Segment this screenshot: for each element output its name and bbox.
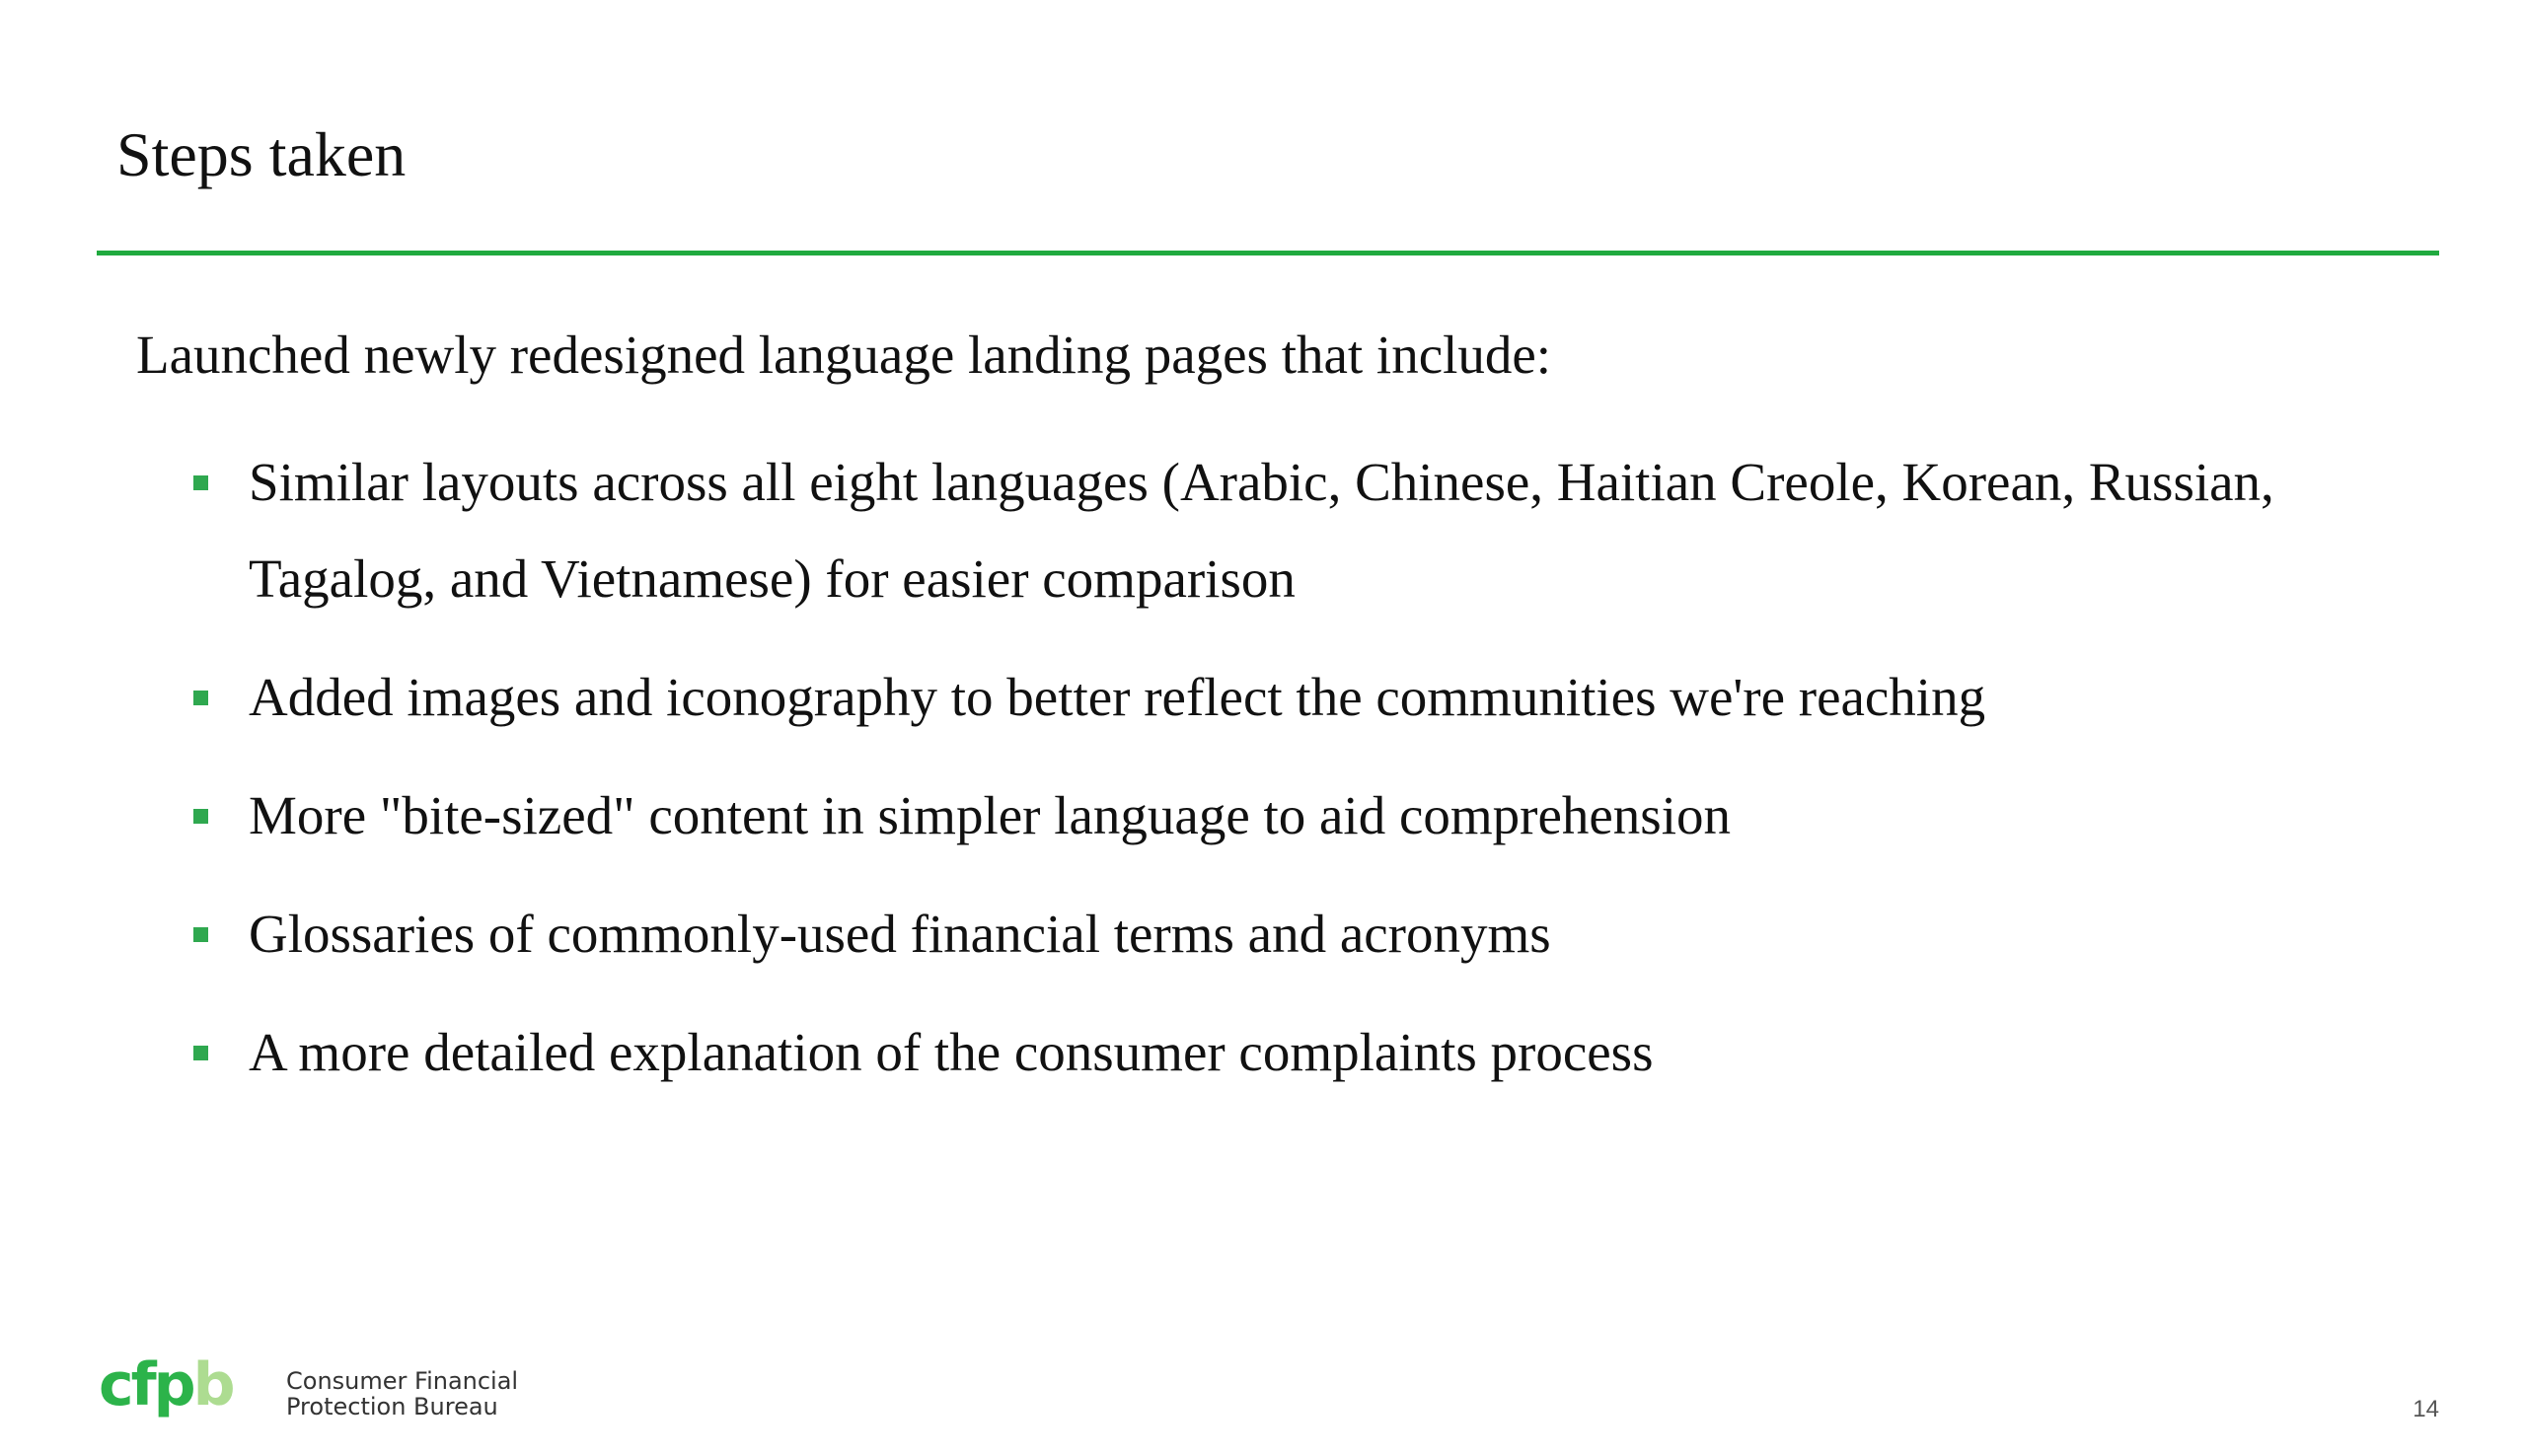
- bullet-item: [187, 767, 2309, 864]
- bullet-text: A more detailed explanation of the consumer complaints process: [249, 1022, 1654, 1082]
- bullet-list: [187, 434, 2309, 1123]
- square-bullet-icon: [193, 809, 208, 824]
- bullet-text: More "bite-sized" content in simpler language to aid comprehension: [249, 785, 1731, 845]
- cfpb-logo-icon: [99, 1349, 266, 1438]
- bullet-text: Glossaries of commonly-used financial terms and acronyms: [249, 904, 1551, 964]
- bullet-item: [187, 886, 2309, 983]
- title-divider: [97, 251, 2439, 255]
- square-bullet-icon: [193, 475, 208, 490]
- org-name: [286, 1368, 518, 1420]
- square-bullet-icon: [193, 691, 208, 705]
- svg-text:cfpb: cfpb: [99, 1350, 233, 1420]
- bullet-text: Added images and iconography to better reflect the communities we're reaching: [249, 667, 1986, 727]
- page-number: 14: [2413, 1396, 2439, 1422]
- bullet-text: Similar layouts across all eight languages (Arabic, Chinese, Haitian Creole, Korean, Russian, Tagalog, and Vietnamese) for easier comparison: [249, 452, 2274, 609]
- bullet-item: [187, 649, 2309, 746]
- bullet-item: [187, 1004, 2309, 1101]
- slide-title: Steps taken: [116, 119, 407, 189]
- intro-text: Launched newly redesigned language landing pages that include:: [136, 325, 1552, 385]
- org-name-line1: Consumer Financial: [286, 1367, 519, 1395]
- square-bullet-icon: [193, 927, 208, 942]
- bullet-item: [187, 434, 2309, 627]
- org-name-line2: Protection Bureau: [286, 1393, 498, 1420]
- square-bullet-icon: [193, 1046, 208, 1060]
